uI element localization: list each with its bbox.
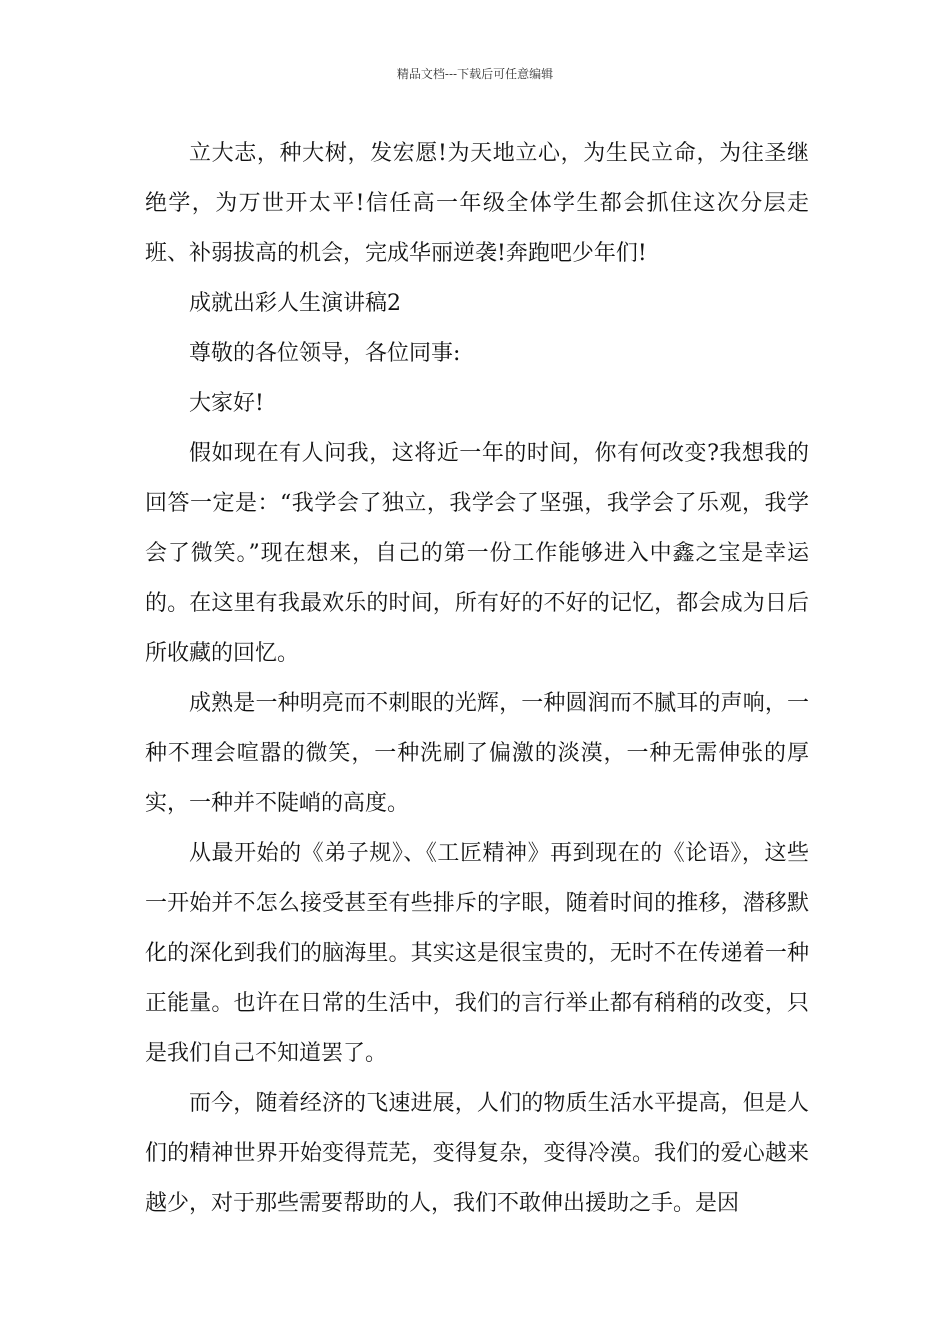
- salutation: 尊敬的各位领导，各位同事:: [189, 341, 461, 366]
- paragraph-1: 立大志，种大树，发宏愿!为天地立心，为生民立命，为往圣继绝学，为万世开太平!信任高一年级全体学生都会抓住这次分层走班、补弱拔高的机会，完成华丽逆袭!奔跑吧少年们!: [145, 141, 809, 266]
- section-title: 成就出彩人生演讲稿2: [189, 291, 401, 316]
- paragraph-3: 成熟是一种明亮而不刺眼的光辉，一种圆润而不腻耳的声响，一种不理会喧嚣的微笑，一种洗刷了偏激的淡漠，一种无需伸张的厚实，一种并不陡峭的高度。: [145, 691, 809, 816]
- greeting: 大家好!: [189, 391, 264, 416]
- paragraph-2: 假如现在有人问我，这将近一年的时间，你有何改变?我想我的回答一定是：“我学会了独立，我学会了坚强，我学会了乐观，我学会了微笑。”现在想来，自己的第一份工作能够进入中鑫之宝是幸运的。在这里有我最欢乐的时间，所有好的不好的记忆，都会成为日后所收藏的回忆。: [145, 441, 809, 666]
- document-body: [145, 129, 809, 1229]
- paragraph-4: 从最开始的《弟子规》、《工匠精神》再到现在的《论语》，这些一开始并不怎么接受甚至有些排斥的字眼，随着时间的推移，潜移默化的深化到我们的脑海里。其实这是很宝贵的，无时不在传递着一种正能量。也许在日常的生活中，我们的言行举止都有稍稍的改变，只是我们自己不知道罢了。: [145, 841, 809, 1066]
- paragraph-5: 而今，随着经济的飞速进展，人们的物质生活水平提高，但是人们的精神世界开始变得荒芜，变得复杂，变得冷漠。我们的爱心越来越少，对于那些需要帮助的人，我们不敢伸出援助之手。是因: [145, 1091, 809, 1216]
- page-header: 精品文档---下载后可任意编辑: [396, 67, 554, 81]
